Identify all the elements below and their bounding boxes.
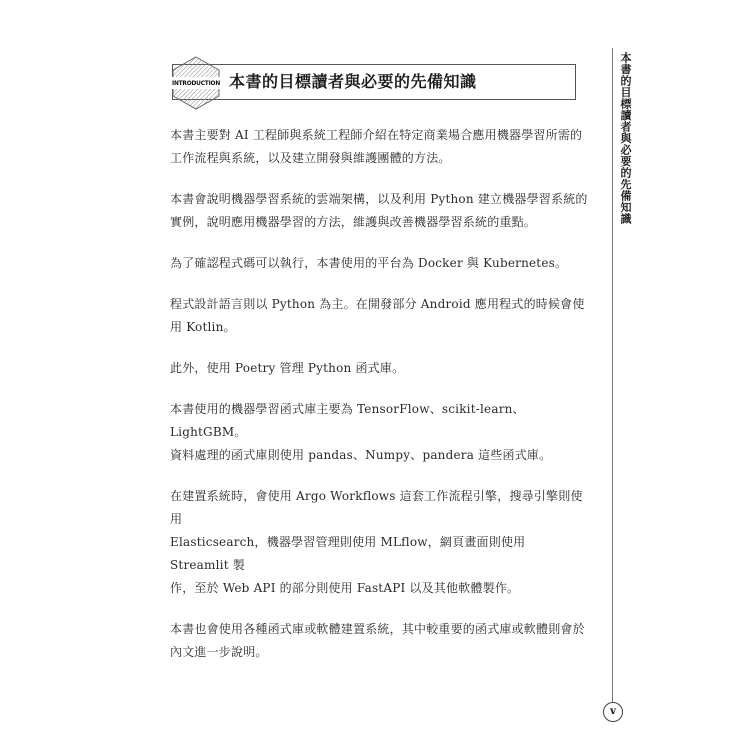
section-title: 本書的目標讀者與必要的先備知識 [229, 72, 477, 91]
paragraph: 此外，使用 Poetry 管理 Python 函式庫。 [170, 361, 405, 375]
running-title: 本書的目標讀者與必要的先備知識 [619, 52, 632, 225]
paragraph: 本書主要對 AI 工程師與系統工程師介紹在特定商業場合應用機器學習所需的 工作流程與系統，以及建立開發與維護團體的方法。 [170, 128, 583, 165]
paragraph: 在建置系統時，會使用 Argo Workflows 這套工作流程引擎，搜尋引擎則使用 Elasticsearch，機器學習管理則使用 MLflow，網頁畫面則使用 Streamlit 製 作，至於 Web API 的部分則使用 FastAPI 以及其他軟體製作。 [170, 489, 583, 595]
paragraph: 為了確認程式碼可以執行，本書使用的平台為 Docker 與 Kubernetes。 [170, 256, 568, 270]
page-number: v [603, 702, 623, 722]
introduction-badge [168, 55, 224, 111]
body-content [170, 124, 588, 682]
badge-label: INTRODUCTION [171, 79, 221, 87]
margin-rule [612, 48, 613, 708]
paragraph: 本書也會使用各種函式庫或軟體建置系統，其中較重要的函式庫或軟體則會於 內文進一步說明。 [170, 622, 585, 659]
paragraph: 本書使用的機器學習函式庫主要為 TensorFlow、scikit-learn、LightGBM。 資料處理的函式庫則使用 pandas、Numpy、pandera 這些函式庫。 [170, 402, 552, 462]
paragraph: 本書會說明機器學習系統的雲端架構，以及利用 Python 建立機器學習系統的 實例，說明應用機器學習的方法，維護與改善機器學習系統的重點。 [170, 192, 588, 229]
paragraph: 程式設計語言則以 Python 為主。在開發部分 Android 應用程式的時候會使 用 Kotlin。 [170, 297, 585, 334]
